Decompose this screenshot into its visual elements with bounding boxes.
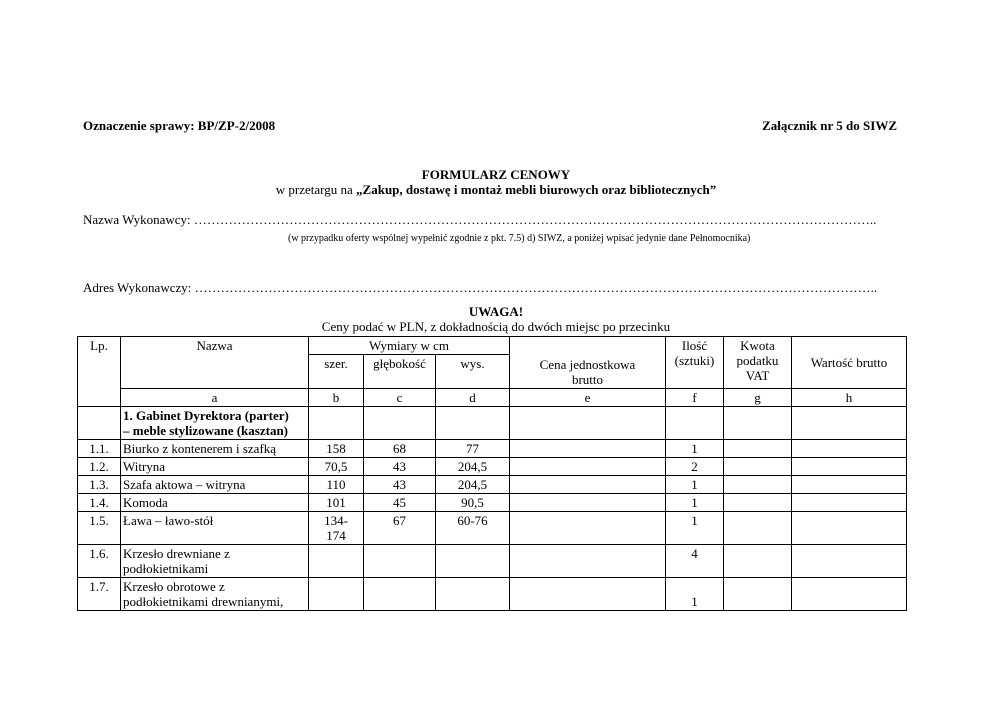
row-ilosc: 1 xyxy=(666,512,724,545)
row-cena-input[interactable] xyxy=(510,458,666,476)
row-wys: 60-76 xyxy=(436,512,510,545)
row-wys: 77 xyxy=(436,440,510,458)
row-name: Komoda xyxy=(121,494,309,512)
row-name-line1: Krzesło drewniane z xyxy=(123,546,230,561)
row-name xyxy=(121,545,309,578)
table-row xyxy=(78,476,907,494)
table-row xyxy=(78,440,907,458)
row-szer: 158 xyxy=(309,440,364,458)
section-wys xyxy=(436,407,510,440)
row-wartosc-input[interactable] xyxy=(792,512,907,545)
letter-c: c xyxy=(364,389,436,407)
row-wys: 204,5 xyxy=(436,458,510,476)
section-vat xyxy=(724,407,792,440)
row-lp: 1.5. xyxy=(78,512,121,545)
header-glebokosc: głębokość xyxy=(364,355,436,389)
notice-text: Ceny podać w PLN, z dokładnością do dwóch miejsc po przecinku xyxy=(321,319,671,334)
header-szer: szer. xyxy=(309,355,364,389)
header-ilosc xyxy=(666,337,724,389)
header-wys: wys. xyxy=(436,355,510,389)
row-wartosc-input[interactable] xyxy=(792,440,907,458)
row-gleb xyxy=(364,545,436,578)
row-szer: 110 xyxy=(309,476,364,494)
row-name-line2: podłokietnikami xyxy=(123,561,209,576)
row-cena-input[interactable] xyxy=(510,512,666,545)
row-ilosc: 1 xyxy=(666,578,724,611)
row-szer xyxy=(309,545,364,578)
row-lp: 1.2. xyxy=(78,458,121,476)
row-name-line2: podłokietnikami drewnianymi, xyxy=(123,594,284,609)
table-row xyxy=(78,545,907,578)
row-wartosc-input[interactable] xyxy=(792,476,907,494)
section-lp xyxy=(78,407,121,440)
row-ilosc: 1 xyxy=(666,476,724,494)
header-nazwa-cont xyxy=(121,355,309,389)
header-row-1 xyxy=(78,337,907,355)
header-lp: Lp. xyxy=(78,337,121,355)
section-title xyxy=(121,407,309,440)
row-wys: 204,5 xyxy=(436,476,510,494)
section-title-line1: 1. Gabinet Dyrektora (parter) xyxy=(123,408,289,423)
letter-f: f xyxy=(666,389,724,407)
letter-lp xyxy=(78,389,121,407)
subtitle-tender-name: „Zakup, dostawę i montaż mebli biurowych oraz bibliotecznych” xyxy=(356,182,717,197)
row-wartosc-input[interactable] xyxy=(792,578,907,611)
row-gleb: 45 xyxy=(364,494,436,512)
row-name: Szafa aktowa – witryna xyxy=(121,476,309,494)
annex-label: Załącznik nr 5 do SIWZ xyxy=(762,118,897,133)
letter-g: g xyxy=(724,389,792,407)
section-wartosc xyxy=(792,407,907,440)
row-cena-input[interactable] xyxy=(510,476,666,494)
row-wys: 90,5 xyxy=(436,494,510,512)
row-name xyxy=(121,578,309,611)
header-lp-cont xyxy=(78,355,121,389)
row-szer xyxy=(309,512,364,545)
row-szer-line2: 174 xyxy=(326,528,346,543)
section-gleb xyxy=(364,407,436,440)
row-vat-input[interactable] xyxy=(724,578,792,611)
row-szer: 70,5 xyxy=(309,458,364,476)
row-cena-input[interactable] xyxy=(510,494,666,512)
table-row xyxy=(78,578,907,611)
header-kwota-vat xyxy=(724,337,792,389)
row-wys xyxy=(436,545,510,578)
contractor-name-note: (w przypadku oferty wspólnej wypełnić zgodnie z pkt. 7.5) d) SIWZ, a poniżej wpisać jedynie dane Pełnomocnika) xyxy=(288,233,751,244)
header-cena-line1: Cena jednostkowa xyxy=(539,357,636,372)
letter-a: a xyxy=(121,389,309,407)
row-ilosc: 4 xyxy=(666,545,724,578)
case-number: Oznaczenie sprawy: BP/ZP-2/2008 xyxy=(83,118,276,133)
header-cena-line2: brutto xyxy=(571,372,604,387)
contractor-name-line[interactable]: Nazwa Wykonawcy: ………………………………………………………………………………………………………………………………………….. xyxy=(83,212,877,227)
header-wartosc: Wartość brutto xyxy=(792,337,907,389)
row-wartosc-input[interactable] xyxy=(792,545,907,578)
section-row xyxy=(78,407,907,440)
row-name: Witryna xyxy=(121,458,309,476)
notice-heading: UWAGA! xyxy=(468,304,524,319)
row-cena-input[interactable] xyxy=(510,578,666,611)
row-gleb: 43 xyxy=(364,476,436,494)
row-ilosc: 2 xyxy=(666,458,724,476)
header-ilosc-line1: Ilość xyxy=(681,338,708,353)
row-name: Biurko z kontenerem i szafką xyxy=(121,440,309,458)
contractor-address-line[interactable]: Adres Wykonawczy: ………………………………………………………………………………………………………………………………………….. xyxy=(83,280,878,295)
header-nazwa: Nazwa xyxy=(121,337,309,355)
letter-e: e xyxy=(510,389,666,407)
row-gleb: 68 xyxy=(364,440,436,458)
row-vat-input[interactable] xyxy=(724,476,792,494)
row-vat-input[interactable] xyxy=(724,440,792,458)
header-kwota-line1: Kwota xyxy=(740,338,775,353)
row-cena-input[interactable] xyxy=(510,545,666,578)
row-ilosc: 1 xyxy=(666,440,724,458)
row-szer-line1: 134- xyxy=(324,513,348,528)
form-subtitle xyxy=(0,182,992,198)
row-name-line1: Krzesło obrotowe z xyxy=(123,579,225,594)
row-gleb xyxy=(364,578,436,611)
form-title: FORMULARZ CENOWY xyxy=(421,167,571,182)
section-cena xyxy=(510,407,666,440)
row-wys xyxy=(436,578,510,611)
row-name: Ława – ławo-stół xyxy=(121,512,309,545)
row-vat-input[interactable] xyxy=(724,458,792,476)
table-row xyxy=(78,494,907,512)
header-kwota-line3: VAT xyxy=(745,368,770,383)
price-table xyxy=(77,336,907,611)
row-lp: 1.6. xyxy=(78,545,121,578)
letters-row xyxy=(78,389,907,407)
row-lp: 1.1. xyxy=(78,440,121,458)
header-wymiary: Wymiary w cm xyxy=(309,337,510,355)
row-lp: 1.4. xyxy=(78,494,121,512)
section-ilosc xyxy=(666,407,724,440)
letter-b: b xyxy=(309,389,364,407)
row-szer xyxy=(309,578,364,611)
letter-d: d xyxy=(436,389,510,407)
header-ilosc-line2: (sztuki) xyxy=(674,353,715,368)
letter-h: h xyxy=(792,389,907,407)
row-gleb: 67 xyxy=(364,512,436,545)
header-kwota-line2: podatku xyxy=(736,353,779,368)
header-cena xyxy=(510,337,666,389)
row-wartosc-input[interactable] xyxy=(792,494,907,512)
row-lp: 1.7. xyxy=(78,578,121,611)
row-lp: 1.3. xyxy=(78,476,121,494)
table-row xyxy=(78,512,907,545)
row-vat-input[interactable] xyxy=(724,494,792,512)
row-wartosc-input[interactable] xyxy=(792,458,907,476)
row-ilosc: 1 xyxy=(666,494,724,512)
row-cena-input[interactable] xyxy=(510,440,666,458)
row-vat-input[interactable] xyxy=(724,512,792,545)
row-gleb: 43 xyxy=(364,458,436,476)
table-row xyxy=(78,458,907,476)
section-szer xyxy=(309,407,364,440)
row-szer: 101 xyxy=(309,494,364,512)
row-vat-input[interactable] xyxy=(724,545,792,578)
section-title-line2: – meble stylizowane (kasztan) xyxy=(123,423,289,438)
subtitle-prefix: w przetargu na xyxy=(275,182,357,197)
